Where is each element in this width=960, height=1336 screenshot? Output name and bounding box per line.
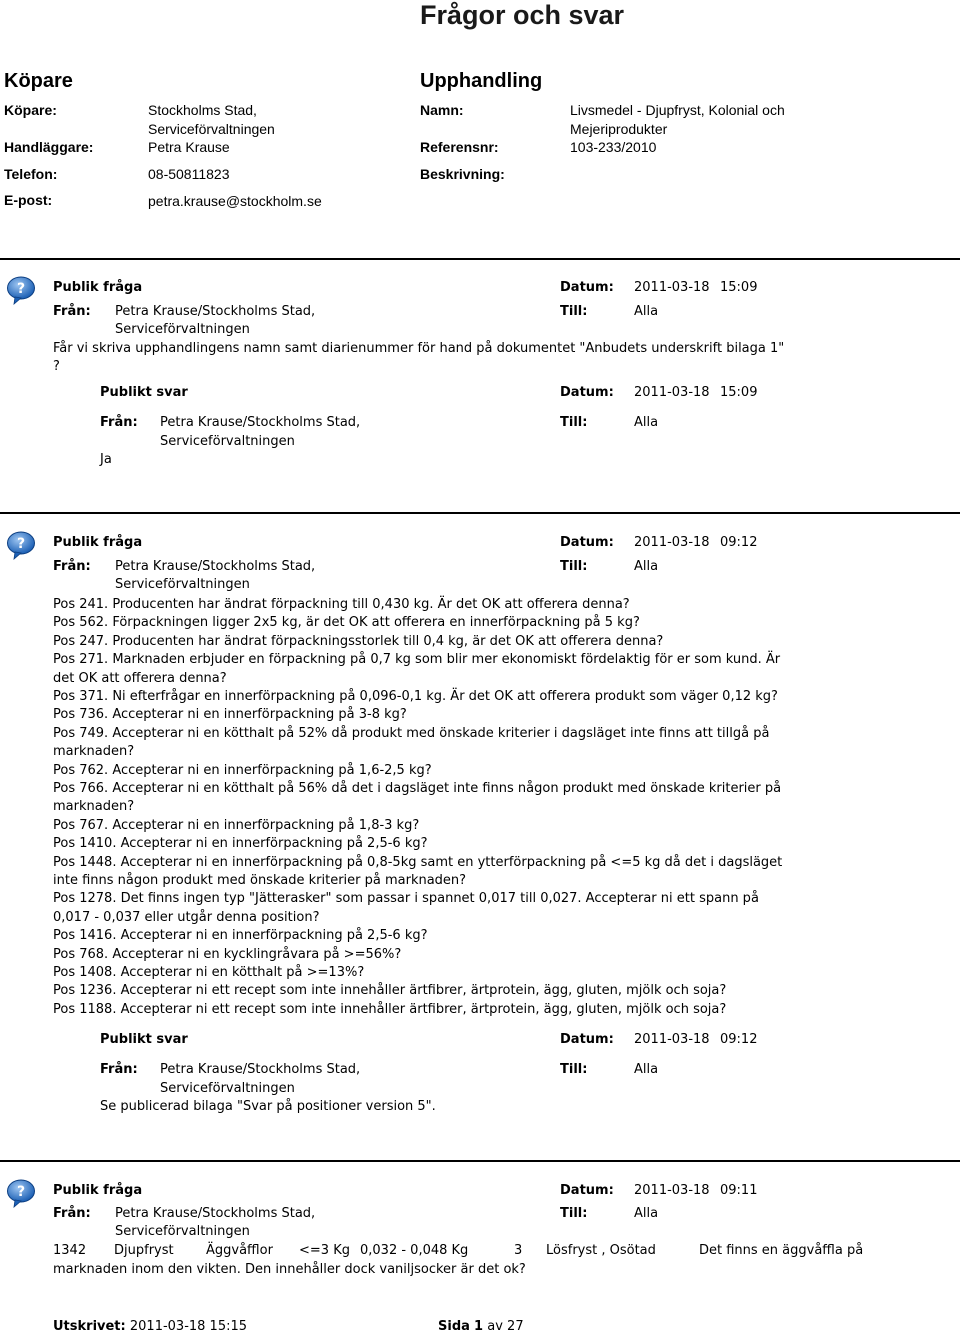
question-heading: Publik fråga: [53, 280, 143, 295]
question-text-line: Pos 766. Accepterar ni en kötthalt på 56% då det i dagsläget inte finns någon produkt med önskade kriterier på: [53, 781, 782, 796]
question-from-line2: Serviceförvaltningen: [115, 1224, 250, 1239]
to-label: Till:: [560, 415, 588, 430]
name-value-line2: Mejeriprodukter: [570, 121, 668, 137]
question-date: 2011-03-18: [634, 1183, 710, 1198]
to-label: Till:: [560, 1206, 588, 1221]
answer-from-line1: Petra Krause/Stockholms Stad,: [160, 1062, 361, 1077]
question-bubble-icon: [6, 530, 36, 560]
description-label: Beskrivning:: [420, 166, 505, 182]
question-to: Alla: [634, 304, 659, 319]
answer-text-line: Se publicerad bilaga "Svar på positioner version 5".: [100, 1099, 436, 1114]
to-label: Till:: [560, 1062, 588, 1077]
question-text-line: 0,017 - 0,037 eller utgår denna position?: [53, 910, 320, 925]
answer-time: 09:12: [720, 1032, 758, 1047]
question-text-line: ?: [53, 359, 60, 374]
to-label: Till:: [560, 304, 588, 319]
to-label: Till:: [560, 559, 588, 574]
date-label: Datum:: [560, 535, 614, 550]
divider: [0, 258, 960, 260]
question-text-line: Pos 736. Accepterar ni en innerförpackning på 3-8 kg?: [53, 707, 407, 722]
page-total: 27: [507, 1319, 524, 1334]
question-text-line: Pos 762. Accepterar ni en innerförpackning på 1,6-2,5 kg?: [53, 763, 432, 778]
question-text-line: Pos 247. Producenten har ändrat förpackningsstorlek till 0,4 kg, är det OK att offerera denna?: [53, 634, 664, 649]
row-cell-position: 1342: [53, 1243, 87, 1258]
answer-to: Alla: [634, 415, 659, 430]
question-time: 15:09: [720, 280, 758, 295]
from-label: Från:: [100, 1062, 138, 1077]
page-number: 1: [474, 1319, 484, 1334]
question-time: 09:12: [720, 535, 758, 550]
question-from-line1: Petra Krause/Stockholms Stad,: [115, 1206, 316, 1221]
printed-info: [53, 1318, 247, 1336]
date-label: Datum:: [560, 1183, 614, 1198]
from-label: Från:: [53, 304, 91, 319]
question-text-line: marknaden?: [53, 744, 135, 759]
answer-heading: Publikt svar: [100, 385, 188, 400]
question-text-line: Pos 749. Accepterar ni en kötthalt på 52% då produkt med önskade kriterier i dagsläget inte finns att tillgå på: [53, 726, 770, 741]
question-from-line1: Petra Krause/Stockholms Stad,: [115, 559, 316, 574]
question-text-line: Får vi skriva upphandlingens namn samt diarienummer för hand på dokumentet "Anbudets underskrift bilaga 1": [53, 341, 785, 356]
name-value-line1: Livsmedel - Djupfryst, Kolonial och: [570, 102, 785, 118]
question-text-line: Pos 1408. Accepterar ni en kötthalt på >=13%?: [53, 965, 365, 980]
date-label: Datum:: [560, 385, 614, 400]
question-from-line2: Serviceförvaltningen: [115, 322, 250, 337]
page-label: Sida: [438, 1319, 470, 1334]
row-cell-category: Djupfryst: [114, 1243, 174, 1258]
date-label: Datum:: [560, 280, 614, 295]
answer-from-line1: Petra Krause/Stockholms Stad,: [160, 415, 361, 430]
svg-text:?: ?: [16, 1184, 26, 1200]
answer-date: 2011-03-18: [634, 1032, 710, 1047]
buyer-heading: Köpare: [4, 70, 73, 92]
page-indicator: [438, 1318, 524, 1336]
question-bubble-icon: [6, 1178, 36, 1208]
answer-date: 2011-03-18: [634, 385, 710, 400]
question-text-line: Pos 1410. Accepterar ni en innerförpackning på 2,5-6 kg?: [53, 836, 428, 851]
divider: [0, 1160, 960, 1162]
buyer-value-line2: Serviceförvaltningen: [148, 121, 275, 137]
buyer-label: Köpare:: [4, 102, 57, 118]
question-text-line: Pos 562. Förpackningen ligger 2x5 kg, är det OK att offerera en innerförpackning på 5 kg?: [53, 615, 640, 630]
question-bubble-icon: [6, 275, 36, 305]
question-heading: Publik fråga: [53, 535, 143, 550]
answer-heading: Publikt svar: [100, 1032, 188, 1047]
page-title: Frågor och svar: [420, 0, 625, 30]
question-time: 09:11: [720, 1183, 758, 1198]
question-text-line: Pos 1236. Accepterar ni ett recept som inte innehåller ärtfibrer, ärtprotein, ägg, gluten, mjölk och soja?: [53, 983, 727, 998]
question-text-line: det OK att offerera denna?: [53, 671, 227, 686]
row-cell-comment: Det finns en äggvåffla på: [699, 1243, 864, 1258]
svg-text:?: ?: [16, 281, 26, 297]
answer-from-line2: Serviceförvaltningen: [160, 1081, 295, 1096]
question-to: Alla: [634, 559, 659, 574]
question-heading: Publik fråga: [53, 1183, 143, 1198]
from-label: Från:: [53, 1206, 91, 1221]
question-text-line: marknaden inom den vikten. Den innehåller dock vaniljsocker är det ok?: [53, 1262, 526, 1277]
from-label: Från:: [53, 559, 91, 574]
row-cell-attributes: Lösfryst , Osötad: [546, 1243, 656, 1258]
name-label: Namn:: [420, 102, 464, 118]
from-label: Från:: [100, 415, 138, 430]
question-text-line: Pos 241. Producenten har ändrat förpackning till 0,430 kg. Är det OK att offerera denna?: [53, 597, 630, 612]
answer-text-line: Ja: [100, 452, 112, 467]
procurement-heading: Upphandling: [420, 70, 543, 92]
question-text-line: Pos 1278. Det finns ingen typ "Jätterasker" som passar i spannet 0,017 till 0,027. Accepterar ni ett spann på: [53, 891, 759, 906]
row-cell-weight: 0,032 - 0,048 Kg: [360, 1243, 469, 1258]
question-text-line: Pos 1448. Accepterar ni en innerförpackning på 0,8-5kg samt en ytterförpackning på <=5 kg då det i dagsläget: [53, 855, 783, 870]
question-date: 2011-03-18: [634, 280, 710, 295]
answer-time: 15:09: [720, 385, 758, 400]
svg-text:?: ?: [16, 536, 26, 552]
date-label: Datum:: [560, 1032, 614, 1047]
answer-from-line2: Serviceförvaltningen: [160, 434, 295, 449]
phone-value: 08-50811823: [148, 166, 230, 182]
divider: [0, 512, 960, 514]
question-text-line: Pos 1416. Accepterar ni en innerförpackning på 2,5-6 kg?: [53, 928, 428, 943]
question-text-line: Pos 1188. Accepterar ni ett recept som inte innehåller ärtfibrer, ärtprotein, ägg, gluten, mjölk och soja?: [53, 1002, 727, 1017]
reference-label: Referensnr:: [420, 139, 499, 155]
question-to: Alla: [634, 1206, 659, 1221]
phone-label: Telefon:: [4, 166, 58, 182]
printed-label: Utskrivet:: [53, 1319, 126, 1334]
question-text-line: Pos 768. Accepterar ni en kycklingråvara på >=56%?: [53, 947, 402, 962]
email-value[interactable]: petra.krause@stockholm.se: [148, 193, 322, 209]
question-date: 2011-03-18: [634, 535, 710, 550]
row-cell-quantity: 3: [514, 1243, 523, 1258]
question-text-line: Pos 767. Accepterar ni en innerförpackning på 1,8-3 kg?: [53, 818, 420, 833]
question-text-line: Pos 271. Marknaden erbjuder en förpackning på 0,7 kg som blir mer ekonomiskt fördelaktig för er som kund. Är: [53, 652, 781, 667]
question-text-line: marknaden?: [53, 799, 135, 814]
page-of: av: [487, 1319, 503, 1334]
handler-label: Handläggare:: [4, 139, 94, 155]
question-text-line: inte finns någon produkt med önskade kriterier på marknaden?: [53, 873, 467, 888]
question-text-line: Pos 371. Ni efterfrågar en innerförpackning på 0,096-0,1 kg. Är det OK att offerera produkt som väger 0,12 kg?: [53, 689, 778, 704]
question-from-line2: Serviceförvaltningen: [115, 577, 250, 592]
buyer-value-line1: Stockholms Stad,: [148, 102, 257, 118]
row-cell-product: Äggvåfflor: [206, 1243, 273, 1258]
reference-value: 103-233/2010: [570, 139, 657, 155]
row-cell-package: <=3 Kg: [299, 1243, 350, 1258]
answer-to: Alla: [634, 1062, 659, 1077]
handler-value: Petra Krause: [148, 139, 230, 155]
email-label: E-post:: [4, 192, 53, 208]
question-from-line1: Petra Krause/Stockholms Stad,: [115, 304, 316, 319]
printed-value: 2011-03-18 15:15: [129, 1319, 248, 1334]
